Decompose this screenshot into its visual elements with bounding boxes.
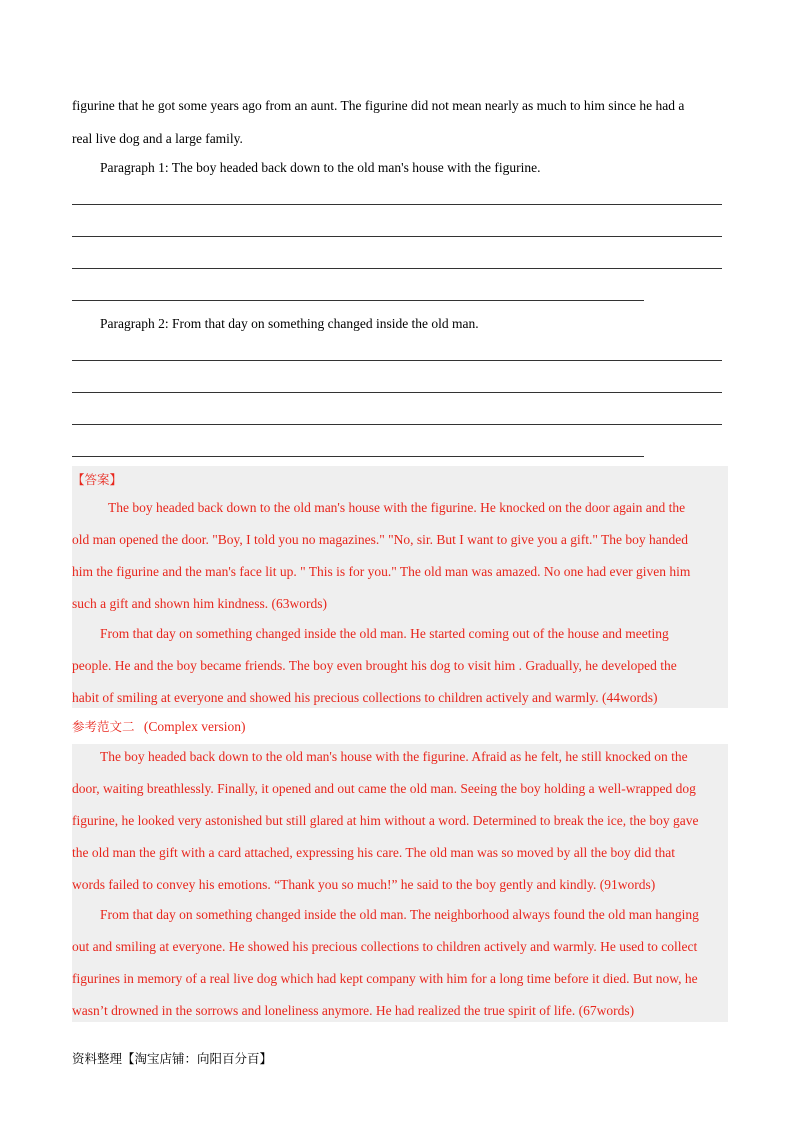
- intro-line-2: real live dog and a large family.: [72, 131, 243, 146]
- answer-p1-line: such a gift and shown him kindness. (63words): [72, 596, 327, 611]
- sample2-p1-line: words failed to convey his emotions. “Thank you so much!” he said to the boy gently and kindly. (91words): [72, 877, 656, 892]
- answer-line: [72, 392, 722, 393]
- sample2-label-en: (Complex version): [143, 719, 246, 734]
- sample2-p1-line: figurine, he looked very astonished but still glared at him without a word. Determined to break the ice, the boy gave: [72, 813, 699, 828]
- sample2-p2-line: out and smiling at everyone. He showed his precious collections to children actively and warmly. He used to collect: [72, 939, 698, 954]
- sample2-p2-line: From that day on something changed inside the old man. The neighborhood always found the old man hanging: [100, 907, 699, 922]
- answer-p1-line: old man opened the door. "Boy, I told you no magazines." "No, sir. But I want to give you a gift." The boy handed: [72, 532, 688, 547]
- answer-p2-line: habit of smiling at everyone and showed his precious collections to children actively and warmly. (44words): [72, 690, 658, 705]
- answer-label: 【答案】: [72, 472, 123, 487]
- sample2-p2-line: wasn’t drowned in the sorrows and loneliness anymore. He had realized the true spirit of life. (67words): [72, 1003, 635, 1018]
- answer-line: [72, 236, 722, 237]
- sample2-p1-line: the old man the gift with a card attached, expressing his care. The old man was so moved by all the boy did that: [72, 845, 675, 860]
- answer-p2-line: From that day on something changed inside the old man. He started coming out of the house and meeting: [100, 626, 669, 641]
- answer-line: [72, 300, 644, 301]
- sample2-p2-line: figurines in memory of a real live dog which had kept company with him for a long time before it died. But now, he: [72, 971, 698, 986]
- sample2-label-cn: 参考范文二: [72, 719, 135, 734]
- answer-p1-line: The boy headed back down to the old man's house with the figurine. He knocked on the door again and the: [108, 500, 686, 515]
- answer-p1-line: him the figurine and the man's face lit up. " This is for you." The old man was amazed. No one had ever given him: [72, 564, 691, 579]
- answer-line: [72, 424, 722, 425]
- paragraph1-prompt: Paragraph 1: The boy headed back down to the old man's house with the figurine.: [100, 160, 541, 175]
- answer-line: [72, 204, 722, 205]
- answer-p2-line: people. He and the boy became friends. The boy even brought his dog to visit him . Gradually, he developed the: [72, 658, 677, 673]
- sample2-p1-line: The boy headed back down to the old man's house with the figurine. Afraid as he felt, he still knocked on the: [100, 749, 688, 764]
- footer-note: 资料整理【淘宝店铺：向阳百分百】: [72, 1051, 273, 1066]
- paragraph2-prompt: Paragraph 2: From that day on something changed inside the old man.: [100, 316, 479, 331]
- sample2-p1-line: door, waiting breathlessly. Finally, it opened and out came the old man. Seeing the boy holding a well-wrapped dog: [72, 781, 696, 796]
- answer-line: [72, 268, 722, 269]
- intro-line-1: figurine that he got some years ago from an aunt. The figurine did not mean nearly as much to him since he had a: [72, 98, 685, 113]
- answer-line: [72, 456, 644, 457]
- sample2-heading: [72, 717, 246, 737]
- answer-line: [72, 360, 722, 361]
